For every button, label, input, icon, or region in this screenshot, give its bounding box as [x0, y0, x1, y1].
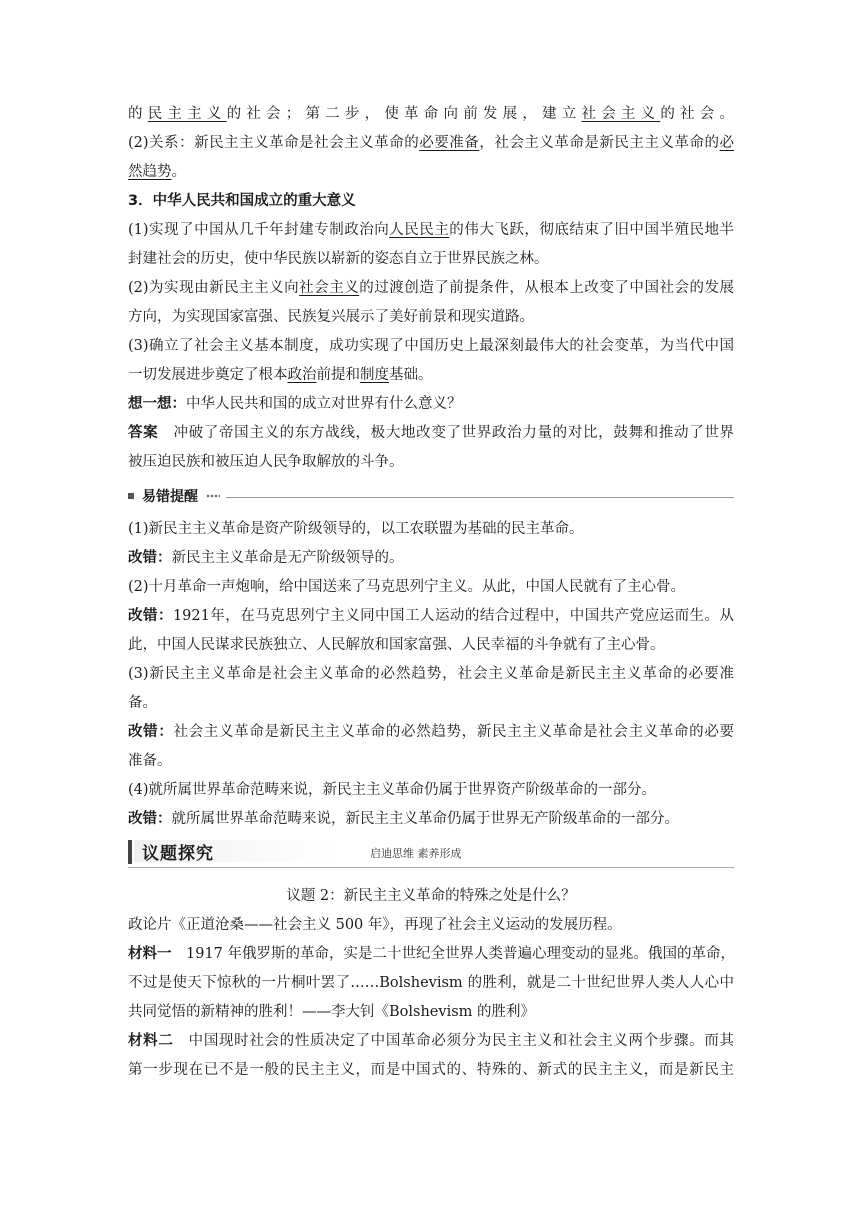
answer-line: 被压迫民族和被压迫人民争取解放的斗争。: [128, 454, 404, 470]
material-line: 共同觉悟的新精神的胜利！——李大钊《Bolshevism 的胜利》: [128, 1004, 536, 1020]
underlined-term: 社会主义: [299, 280, 360, 296]
material-label: 材料一: [128, 946, 172, 962]
topic-title: 议题 2：新民主主义革命的特殊之处是什么？: [286, 888, 576, 904]
text: (2)为实现由新民主主义向: [128, 280, 300, 296]
text: 1917 年俄罗斯的革命，实是二十世纪全世界人类普遍心理变动的显兆。俄国的革命，: [186, 946, 736, 962]
material-line: 第一步现在已不是一般的民主主义，而是中国式的、特殊的、新式的民主主义，而是新民主: [128, 1062, 734, 1078]
underlined-term: 政治: [287, 367, 317, 383]
error-statement: 备。: [128, 695, 157, 711]
text: 前提和: [316, 367, 360, 383]
error-section-header: [128, 483, 734, 509]
answer-label: 答案: [128, 425, 159, 441]
paragraph-line: 方向，为实现国家富强、民族复兴展示了美好前景和现实道路。: [128, 309, 534, 325]
correction: [128, 805, 734, 834]
correction-label: 改错：: [128, 550, 172, 566]
section-subtitle: 启迪思维 素养形成: [370, 847, 462, 860]
paragraph-line: [128, 216, 734, 245]
error-statement: (3)新民主主义革命是社会主义革命的必然趋势，社会主义革命是新民主主义革命的必要准: [128, 666, 734, 682]
think-label: 想一想：: [128, 396, 186, 412]
paragraph-line: [128, 274, 734, 303]
text: 的社会；第二步，使革命向前发展，建立: [226, 106, 582, 122]
correction-label: 改错：: [128, 811, 172, 827]
answer-line: [128, 419, 734, 448]
text: 的社会。: [660, 106, 735, 122]
material-line: 不过是使天下惊秋的一片桐叶罢了……Bolshevism 的胜利，就是二十世纪世界人类人人心中: [128, 975, 734, 991]
text: 中国现时社会的性质决定了中国革命必须分为民主主义和社会主义两个步骤。而其: [188, 1033, 735, 1049]
text: 的: [128, 106, 148, 122]
bullet-square-icon: [128, 493, 134, 499]
intro-line: 政论片《正道沧桑——社会主义 500 年》，再现了社会主义运动的发展历程。: [128, 917, 622, 933]
section-heading: 3．中华人民共和国成立的重大意义: [128, 193, 356, 209]
error-statement: (2)十月革命一声炮响，给中国送来了马克思列宁主义。从此，中国人民就有了主心骨。: [128, 579, 686, 595]
text: (1)实现了中国从几千年封建专制政治向: [128, 222, 390, 238]
text: 一切发展进步奠定了根本: [128, 367, 288, 383]
text: 。: [171, 164, 186, 180]
divider: [226, 497, 734, 498]
paragraph-line: [128, 361, 734, 390]
text: 就所属世界革命范畴来说，新民主主义革命仍属于世界无产阶级革命的一部分。: [171, 811, 679, 827]
section-title: 易错提醒: [142, 489, 198, 505]
correction-label: 改错：: [128, 608, 173, 624]
text: 冲破了帝国主义的东方战线，极大地改变了世界政治力量的对比，鼓舞和推动了世界: [173, 425, 735, 441]
paragraph-line: 封建社会的历史，使中华民族以崭新的姿态自立于世界民族之林。: [128, 251, 549, 267]
think-question: [128, 390, 734, 419]
material-line: [128, 940, 734, 969]
material-label: 材料二: [128, 1033, 174, 1049]
paragraph-line: (3)确立了社会主义基本制度，成功实现了中国历史上最深刻最伟大的社会变革，为当代中国: [128, 338, 734, 354]
text: 1921年，在马克思列宁主义同中国工人运动的结合过程中，中国共产党应运而生。从: [172, 608, 735, 624]
underlined-term: 必要准备: [419, 135, 480, 151]
paragraph-line: [128, 129, 734, 158]
paragraph-line: [128, 158, 734, 187]
underlined-term: 人民民主: [389, 222, 450, 238]
correction-label: 改错：: [128, 724, 174, 740]
text: 的过渡创造了前提条件，从根本上改变了中国社会的发展: [359, 280, 734, 296]
section-title: 议题探究: [142, 844, 214, 864]
text: 社会主义革命是新民主主义革命的必然趋势，新民主主义革命是社会主义革命的必要: [173, 724, 734, 740]
text: 新民主主义革命是无产阶级领导的。: [171, 550, 404, 566]
underlined-term: 必: [719, 135, 734, 151]
underlined-term: 制度: [360, 367, 389, 383]
text: 基础。: [389, 367, 433, 383]
dots-decoration: [206, 493, 220, 499]
error-statement: (1)新民主主义革命是资产阶级领导的，以工农联盟为基础的民主革命。: [128, 521, 584, 537]
underlined-term: 然趋势: [128, 164, 172, 180]
correction: [128, 718, 734, 747]
underlined-term: 民主主义: [147, 106, 227, 122]
correction: 准备。: [128, 753, 172, 769]
topic-section-header: [128, 836, 734, 870]
underlined-term: 社会主义: [581, 106, 661, 122]
text: 中华人民共和国的成立对世界有什么意义？: [186, 396, 462, 412]
text: ，社会主义革命是新民主主义革命的: [479, 135, 720, 151]
paragraph-line: [128, 100, 734, 129]
correction: [128, 544, 734, 573]
document-page: [128, 100, 734, 1085]
text: 的伟大飞跃，彻底结束了旧中国半殖民地半: [449, 222, 735, 238]
text: (2)关系：新民主主义革命是社会主义革命的: [128, 135, 420, 151]
correction: 此，中国人民谋求民族独立、人民解放和国家富强、人民幸福的斗争就有了主心骨。: [128, 637, 665, 653]
correction: [128, 602, 734, 631]
material-line: [128, 1027, 734, 1056]
divider: [128, 867, 734, 868]
error-statement: (4)就所属世界革命范畴来说，新民主主义革命仍属于世界资产阶级革命的一部分。: [128, 782, 657, 798]
